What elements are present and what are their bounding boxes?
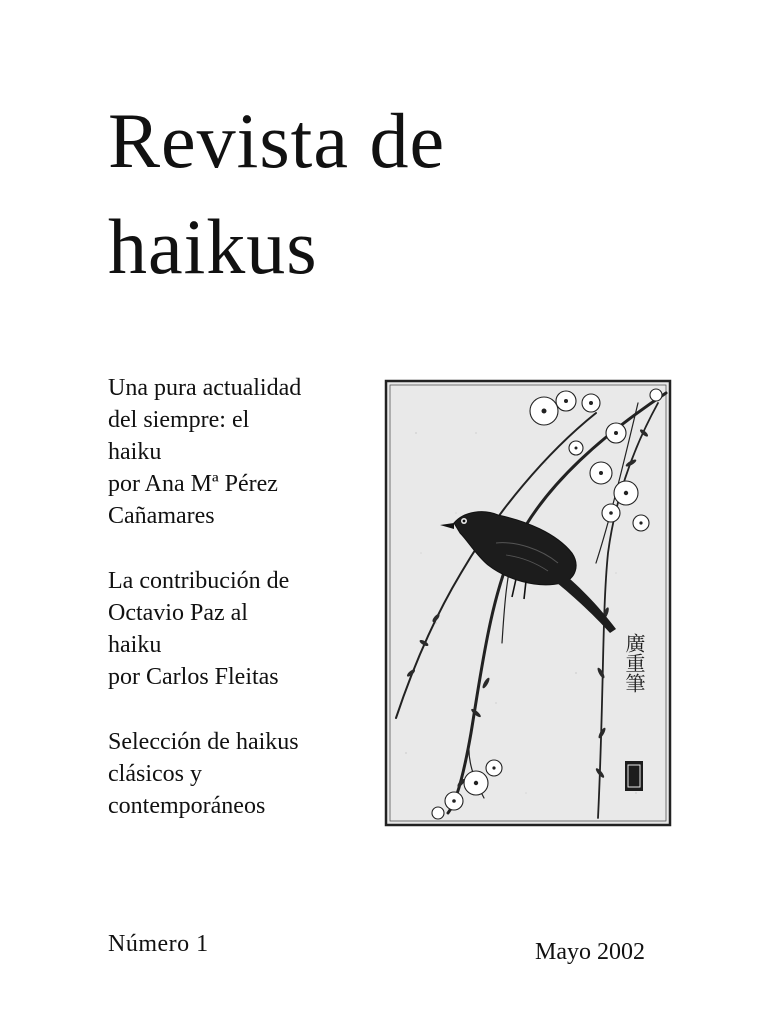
- contents-entry-line: Una pura actualidad: [108, 375, 302, 401]
- contents-entry-line: haiku: [108, 632, 162, 658]
- contents-entry-line: haiku: [108, 439, 162, 465]
- contents-entry-author: por Carlos Fleitas: [108, 664, 279, 690]
- issue-date: Mayo 2002: [535, 939, 645, 965]
- magazine-title-line-1: Revista de: [108, 97, 446, 184]
- contents-entry-line: Selección de haikus: [108, 729, 299, 755]
- contents-entry-perez: [108, 372, 370, 532]
- contents-entry-line: del siempre: el: [108, 407, 250, 433]
- magazine-title-line-2: haikus: [108, 203, 318, 290]
- contents-entry-selection: [108, 726, 370, 822]
- artist-signature: [622, 633, 646, 693]
- contents-entry-author: por Ana Mª Pérez: [108, 471, 278, 497]
- contents-entry-line: clásicos y: [108, 761, 202, 787]
- contents-entry-line: Octavio Paz al: [108, 600, 248, 626]
- issue-number: Número 1: [108, 931, 209, 957]
- contents-entry-author: Cañamares: [108, 503, 215, 529]
- contents-entry-line: contemporáneos: [108, 793, 266, 819]
- bird-on-branch-illustration: [376, 373, 676, 833]
- contents-entry-line: La contribución de: [108, 568, 290, 594]
- svg-text:廣重筆: 廣重筆: [622, 633, 646, 693]
- contents-entry-fleitas: [108, 565, 370, 693]
